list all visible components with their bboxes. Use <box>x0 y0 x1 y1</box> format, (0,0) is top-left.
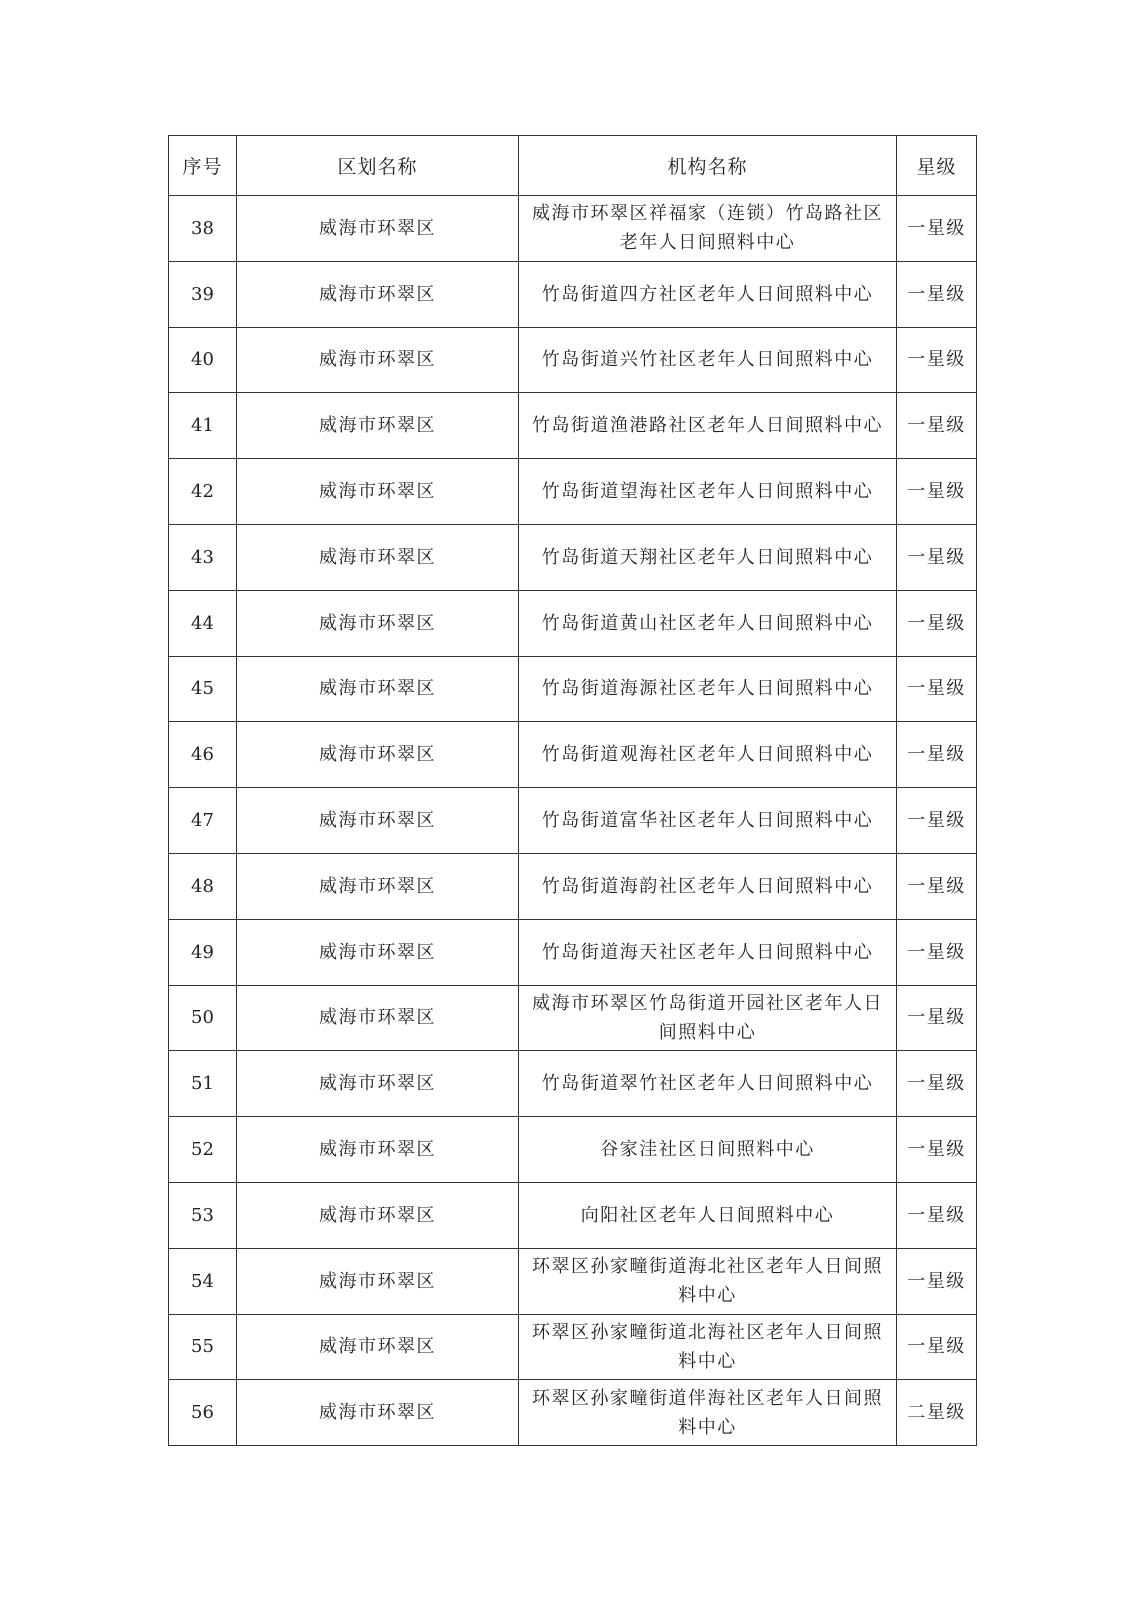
cell-serial-number: 49 <box>169 919 237 985</box>
cell-district-name: 威海市环翠区 <box>237 1380 519 1446</box>
table-row <box>169 524 977 590</box>
table-row <box>169 1051 977 1117</box>
institution-table <box>168 135 977 1446</box>
cell-star-rating: 一星级 <box>897 788 977 854</box>
cell-district-name: 威海市环翠区 <box>237 524 519 590</box>
table-header-row <box>169 136 977 196</box>
header-district-name: 区划名称 <box>237 136 519 196</box>
cell-star-rating: 一星级 <box>897 656 977 722</box>
cell-institution-name: 环翠区孙家疃街道北海社区老年人日间照料中心 <box>519 1314 897 1380</box>
cell-district-name: 威海市环翠区 <box>237 853 519 919</box>
cell-district-name: 威海市环翠区 <box>237 327 519 393</box>
cell-star-rating: 一星级 <box>897 985 977 1051</box>
cell-star-rating: 一星级 <box>897 1248 977 1314</box>
cell-star-rating: 一星级 <box>897 590 977 656</box>
cell-institution-name: 竹岛街道渔港路社区老年人日间照料中心 <box>519 393 897 459</box>
cell-serial-number: 48 <box>169 853 237 919</box>
table-row <box>169 459 977 525</box>
table-row <box>169 261 977 327</box>
table-row <box>169 985 977 1051</box>
cell-serial-number: 44 <box>169 590 237 656</box>
cell-star-rating: 一星级 <box>897 196 977 262</box>
cell-district-name: 威海市环翠区 <box>237 261 519 327</box>
cell-serial-number: 46 <box>169 722 237 788</box>
header-serial-number: 序号 <box>169 136 237 196</box>
table-row <box>169 1117 977 1183</box>
cell-institution-name: 竹岛街道海天社区老年人日间照料中心 <box>519 919 897 985</box>
header-institution-name: 机构名称 <box>519 136 897 196</box>
cell-institution-name: 竹岛街道天翔社区老年人日间照料中心 <box>519 524 897 590</box>
cell-district-name: 威海市环翠区 <box>237 459 519 525</box>
table-row <box>169 1314 977 1380</box>
cell-institution-name: 威海市环翠区竹岛街道开园社区老年人日间照料中心 <box>519 985 897 1051</box>
cell-star-rating: 一星级 <box>897 261 977 327</box>
cell-star-rating: 一星级 <box>897 1314 977 1380</box>
cell-institution-name: 环翠区孙家疃街道伴海社区老年人日间照料中心 <box>519 1380 897 1446</box>
cell-serial-number: 55 <box>169 1314 237 1380</box>
cell-district-name: 威海市环翠区 <box>237 1248 519 1314</box>
cell-district-name: 威海市环翠区 <box>237 788 519 854</box>
table-body <box>169 196 977 1446</box>
cell-serial-number: 38 <box>169 196 237 262</box>
table-row <box>169 853 977 919</box>
table-row <box>169 393 977 459</box>
header-star-rating: 星级 <box>897 136 977 196</box>
cell-star-rating: 一星级 <box>897 393 977 459</box>
table-row <box>169 656 977 722</box>
cell-star-rating: 一星级 <box>897 919 977 985</box>
cell-star-rating: 一星级 <box>897 853 977 919</box>
cell-institution-name: 竹岛街道富华社区老年人日间照料中心 <box>519 788 897 854</box>
cell-institution-name: 向阳社区老年人日间照料中心 <box>519 1182 897 1248</box>
table-row <box>169 1182 977 1248</box>
cell-serial-number: 54 <box>169 1248 237 1314</box>
cell-serial-number: 40 <box>169 327 237 393</box>
cell-institution-name: 竹岛街道海韵社区老年人日间照料中心 <box>519 853 897 919</box>
cell-institution-name: 竹岛街道观海社区老年人日间照料中心 <box>519 722 897 788</box>
cell-serial-number: 43 <box>169 524 237 590</box>
cell-star-rating: 一星级 <box>897 1117 977 1183</box>
cell-institution-name: 竹岛街道兴竹社区老年人日间照料中心 <box>519 327 897 393</box>
cell-institution-name: 竹岛街道四方社区老年人日间照料中心 <box>519 261 897 327</box>
table-row <box>169 590 977 656</box>
cell-serial-number: 53 <box>169 1182 237 1248</box>
cell-district-name: 威海市环翠区 <box>237 985 519 1051</box>
cell-district-name: 威海市环翠区 <box>237 1182 519 1248</box>
table-row <box>169 327 977 393</box>
cell-institution-name: 竹岛街道翠竹社区老年人日间照料中心 <box>519 1051 897 1117</box>
cell-serial-number: 50 <box>169 985 237 1051</box>
cell-district-name: 威海市环翠区 <box>237 1314 519 1380</box>
cell-star-rating: 一星级 <box>897 1182 977 1248</box>
cell-district-name: 威海市环翠区 <box>237 1051 519 1117</box>
table-row <box>169 722 977 788</box>
table-row <box>169 788 977 854</box>
cell-district-name: 威海市环翠区 <box>237 656 519 722</box>
cell-serial-number: 47 <box>169 788 237 854</box>
cell-institution-name: 竹岛街道望海社区老年人日间照料中心 <box>519 459 897 525</box>
cell-district-name: 威海市环翠区 <box>237 1117 519 1183</box>
cell-district-name: 威海市环翠区 <box>237 722 519 788</box>
cell-district-name: 威海市环翠区 <box>237 590 519 656</box>
cell-serial-number: 39 <box>169 261 237 327</box>
cell-serial-number: 56 <box>169 1380 237 1446</box>
cell-institution-name: 竹岛街道黄山社区老年人日间照料中心 <box>519 590 897 656</box>
cell-institution-name: 环翠区孙家疃街道海北社区老年人日间照料中心 <box>519 1248 897 1314</box>
cell-star-rating: 一星级 <box>897 524 977 590</box>
cell-district-name: 威海市环翠区 <box>237 919 519 985</box>
cell-institution-name: 威海市环翠区祥福家（连锁）竹岛路社区老年人日间照料中心 <box>519 196 897 262</box>
table-row <box>169 196 977 262</box>
cell-star-rating: 一星级 <box>897 1051 977 1117</box>
cell-star-rating: 二星级 <box>897 1380 977 1446</box>
cell-serial-number: 45 <box>169 656 237 722</box>
cell-star-rating: 一星级 <box>897 722 977 788</box>
cell-district-name: 威海市环翠区 <box>237 196 519 262</box>
cell-star-rating: 一星级 <box>897 459 977 525</box>
table-row <box>169 1380 977 1446</box>
table-row <box>169 919 977 985</box>
cell-star-rating: 一星级 <box>897 327 977 393</box>
cell-serial-number: 42 <box>169 459 237 525</box>
table-row <box>169 1248 977 1314</box>
cell-serial-number: 51 <box>169 1051 237 1117</box>
cell-institution-name: 竹岛街道海源社区老年人日间照料中心 <box>519 656 897 722</box>
cell-district-name: 威海市环翠区 <box>237 393 519 459</box>
cell-institution-name: 谷家洼社区日间照料中心 <box>519 1117 897 1183</box>
cell-serial-number: 52 <box>169 1117 237 1183</box>
cell-serial-number: 41 <box>169 393 237 459</box>
